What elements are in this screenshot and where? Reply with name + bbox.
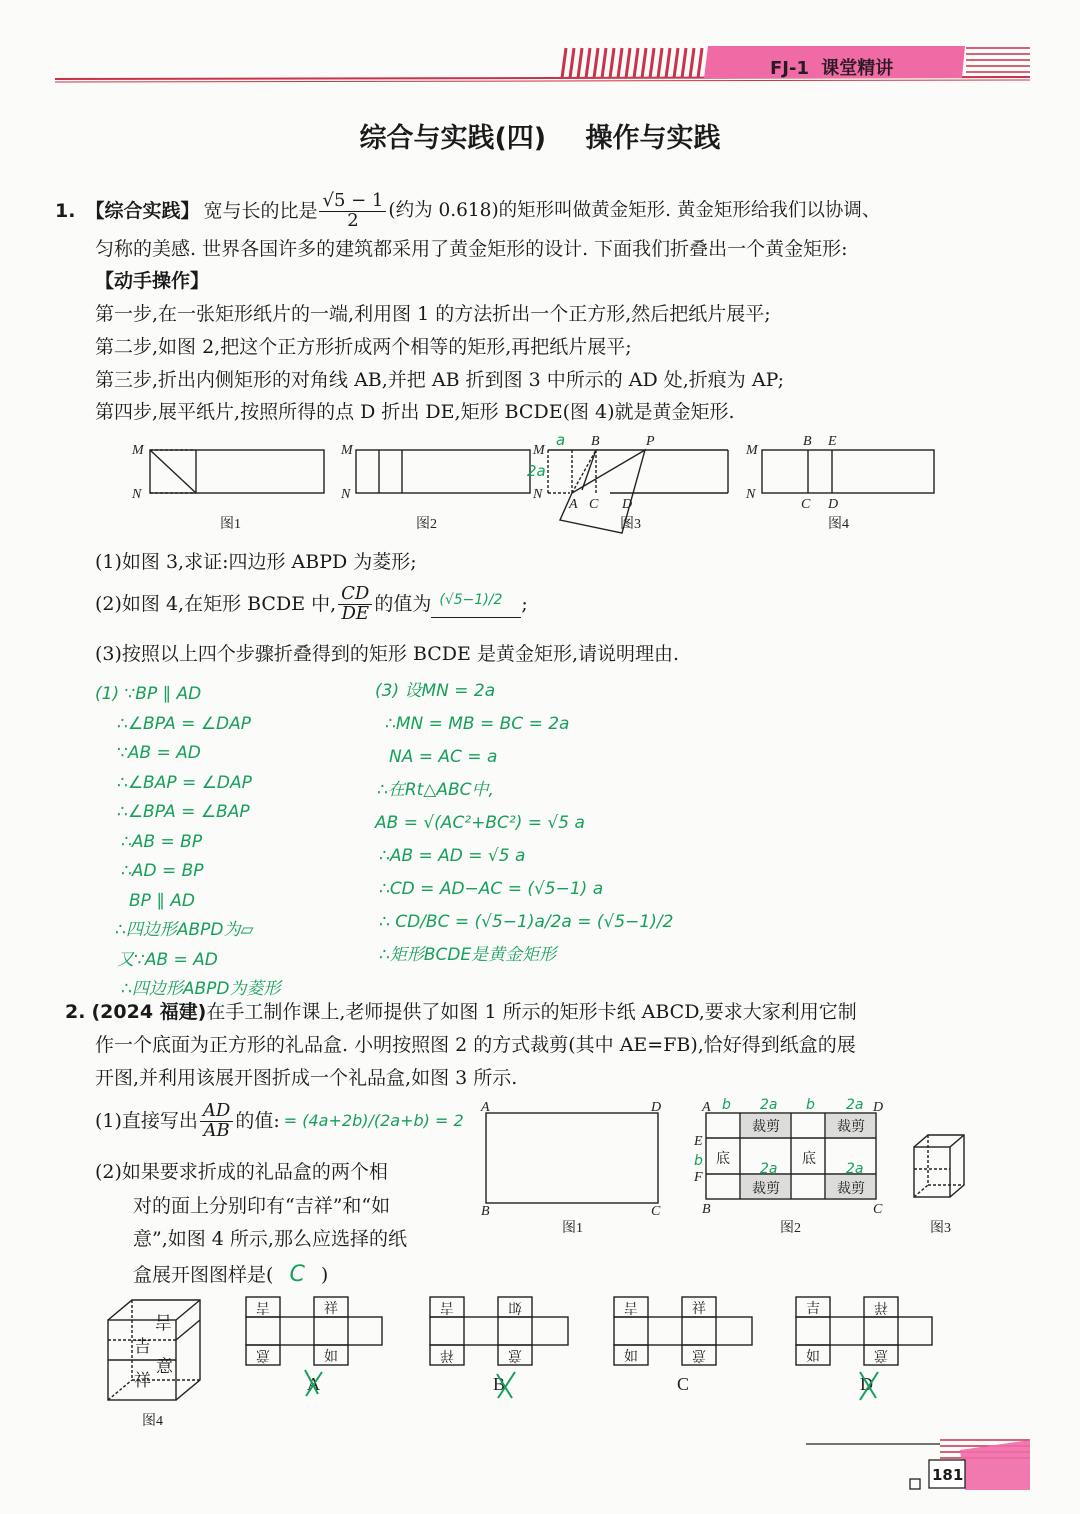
header-tag: FJ-1: [770, 58, 809, 79]
q1-intro-a: 宽与长的比是: [203, 199, 318, 222]
svg-text:D: D: [651, 1100, 662, 1115]
proof-left-line: ∴AD = BP: [121, 861, 204, 881]
footer-decoration: [0, 1430, 1080, 1510]
fig4-label-m: M: [746, 443, 758, 458]
fig2-label-m: M: [341, 443, 353, 458]
fig3-caption: 图3: [620, 517, 641, 532]
checkbox-icon: [910, 1479, 920, 1489]
q2-fig4-caption: 图4: [142, 1414, 163, 1429]
proof-right-line: ∴AB = AD = √5 a: [379, 846, 526, 866]
q1-sub2-end: ;: [521, 592, 528, 615]
q2-options-figures: [0, 1290, 1080, 1440]
fig3-label-m: M: [533, 443, 545, 458]
q1-fig1: [150, 450, 324, 493]
cd-numerator: CD: [338, 585, 372, 605]
opt-b-char: 如: [508, 1299, 522, 1315]
q1-intro-c: 匀称的美感. 世界各国许多的建筑都采用了黄金矩形的设计. 下面我们折叠出一个黄金矩形:: [95, 238, 848, 260]
cut-label: 裁剪: [837, 1119, 865, 1135]
fig1-label-m: M: [132, 443, 144, 458]
bottom-label: 底: [802, 1151, 816, 1167]
q2-sub1-a: (1)直接写出: [95, 1109, 198, 1132]
opt-b-char: 意: [508, 1347, 522, 1363]
cube-char-xiang: 祥: [134, 1371, 151, 1391]
opt-d-char: 祥: [874, 1299, 888, 1315]
option-d-label[interactable]: D: [860, 1374, 873, 1394]
q1-step4: 第四步,展平纸片,按照所得的点 D 折出 DE,矩形 BCDE(图 4)就是黄金矩形.: [95, 401, 735, 423]
proof-left-line: ∵AB = AD: [117, 743, 201, 763]
opt-a-char: 祥: [324, 1301, 338, 1317]
proof-right-line: ∴在Rt△ABC中,: [377, 780, 494, 800]
q2-fig4-cube: [108, 1300, 200, 1400]
fig4-label-d: D: [828, 497, 839, 512]
q1-sub3: (3)按照以上四个步骤折叠得到的矩形 BCDE 是黄金矩形,请说明理由.: [95, 643, 680, 665]
q2-source: (2024 福建): [91, 1001, 207, 1023]
proof-left: [95, 680, 280, 1005]
answer-blank: [431, 591, 521, 618]
q1-step3: 第三步,折出内侧矩形的对角线 AB,并把 AB 折到图 3 中所示的 AD 处,折痕为 AP;: [95, 369, 785, 391]
q2-number: 2.: [65, 1001, 86, 1023]
opt-c-char: 意: [692, 1347, 706, 1363]
q2-fig1-rect: [486, 1113, 658, 1203]
ad-numerator: AD: [200, 1102, 233, 1122]
q2-sub2-answer: C: [289, 1262, 305, 1287]
proof-left-line: ∴四边形ABPD为菱形: [121, 979, 281, 999]
q1-intro-line: [55, 192, 880, 231]
fig2-hw-b: b: [806, 1097, 815, 1113]
cut-label: 裁剪: [837, 1181, 865, 1197]
title-main: 综合与实践(四): [359, 123, 547, 154]
fig3-label-a: A: [569, 497, 578, 512]
q2-fig1-caption: 图1: [562, 1221, 583, 1236]
proof-right-line: ∴矩形BCDE是黄金矩形: [379, 945, 557, 965]
opt-d-char: 如: [806, 1349, 820, 1365]
fig3-label-p: P: [646, 434, 655, 449]
fig4-label-b: B: [803, 434, 812, 449]
proof-left-line: BP ∥ AD: [129, 890, 195, 911]
fig2-hw-2a: 2a: [760, 1097, 778, 1113]
fig3-label-n: N: [533, 487, 543, 502]
q2-sub2-l2: 对的面上分别印有“吉祥”和“如: [133, 1195, 391, 1217]
proof-right-line: ∴ CD/BC = (√5−1)a/2a = (√5−1)/2: [379, 912, 674, 932]
fig1-caption: 图1: [220, 517, 241, 532]
q1-sub2-b: 的值为: [374, 592, 432, 615]
fig3-label-b: B: [591, 434, 600, 449]
proof-right-line: NA = AC = a: [389, 747, 498, 767]
svg-text:E: E: [694, 1134, 703, 1149]
fig1-label-n: N: [132, 487, 142, 502]
option-a-label[interactable]: A: [307, 1374, 320, 1394]
opt-c-char: 吉: [624, 1299, 638, 1315]
proof-left-line: 又∵AB = AD: [117, 949, 218, 970]
fig3-label-d: D: [622, 497, 633, 512]
fig2-hw-2a: 2a: [846, 1097, 864, 1113]
q2-sub2-l1: (2)如果要求折成的礼品盒的两个相: [95, 1161, 388, 1183]
option-b-label[interactable]: B: [493, 1374, 506, 1394]
fig2-caption: 图2: [416, 517, 437, 532]
cut-label: 裁剪: [752, 1181, 780, 1197]
proof-left-line: ∴∠BAP = ∠DAP: [117, 772, 252, 793]
proof-right-line: (3) 设MN = 2a: [375, 681, 496, 701]
svg-text:B: B: [702, 1202, 711, 1217]
proof-left-line: (1) ∵BP ∥ AD: [95, 684, 202, 704]
q2-sub2-l3: 意”,如图 4 所示,那么应选择的纸: [133, 1228, 407, 1250]
proof-left-line: ∴∠BPA = ∠DAP: [117, 713, 252, 734]
cube-char-ji-rotated: 吉: [155, 1311, 172, 1331]
q2-fig2-caption: 图2: [780, 1221, 801, 1236]
q2-line3: 开图,并利用该展开图折成一个礼品盒,如图 3 所示.: [95, 1067, 518, 1089]
header-label: 课堂精讲: [821, 58, 894, 79]
option-c-label[interactable]: C: [677, 1374, 690, 1394]
header-bar: [0, 0, 1080, 90]
proof-right-line: ∴MN = MB = BC = 2a: [385, 714, 570, 734]
proof-right-line: AB = √(AC²+BC²) = √5 a: [375, 813, 585, 833]
q1-sub2-line: [95, 585, 528, 624]
q2-sub2-l4-text: 盒展开图图样是(: [133, 1264, 274, 1286]
fig4-label-n: N: [746, 487, 756, 502]
q2-fig3-cube: [914, 1135, 964, 1197]
header-stripes: [0, 0, 1080, 90]
q1-sub1: (1)如图 3,求证:四边形 ABPD 为菱形;: [95, 551, 417, 573]
q1-sub2-a: (2)如图 4,在矩形 BCDE 中,: [95, 592, 337, 615]
q2-figures-top: [0, 1095, 1080, 1245]
q2-line2: 作一个底面为正方形的礼品盒. 小明按照图 2 的方式裁剪(其中 AE=FB),恰好得到纸盒的展: [95, 1034, 856, 1056]
q2-sub1-b: 的值:: [235, 1109, 280, 1132]
wrong-marks: [305, 1370, 878, 1400]
fig2-hw-b: b: [694, 1153, 703, 1169]
q1-intro-b: (约为 0.618)的矩形叫做黄金矩形. 黄金矩形给我们以协调、: [388, 200, 881, 222]
ratio-numerator: √5 − 1: [319, 192, 386, 212]
proof-right-line: ∴CD = AD−AC = (√5−1) a: [379, 879, 604, 899]
page-number: 181: [932, 1466, 964, 1484]
cd-de-fraction: [338, 585, 372, 624]
svg-text:B: B: [481, 1204, 490, 1219]
fig2-hw-2a: 2a: [846, 1161, 864, 1177]
opt-b-char: 吉: [440, 1299, 454, 1315]
q1-fig4: [762, 450, 934, 493]
opt-d-char: 吉: [806, 1301, 820, 1317]
opt-a-char: 意: [256, 1347, 270, 1363]
q1-step1: 第一步,在一张矩形纸片的一端,利用图 1 的方法折出一个正方形,然后把纸片展平;: [95, 303, 771, 325]
fig2-hw-2a: 2a: [760, 1161, 778, 1177]
cube-char-ji: 吉: [134, 1337, 151, 1357]
q1-step2: 第二步,如图 2,把这个正方形折成两个相等的矩形,再把纸片展平;: [95, 336, 632, 358]
cube-char-yi: 意: [156, 1357, 173, 1377]
fig3-label-c: C: [589, 497, 599, 512]
de-denominator: DE: [341, 602, 370, 624]
svg-text:C: C: [651, 1204, 661, 1219]
proof-right: [375, 675, 673, 972]
q1-op-tag: 【动手操作】: [95, 270, 210, 292]
opt-c-char: 如: [624, 1349, 638, 1365]
q2-line1-text: 在手工制作课上,老师提供了如图 1 所示的矩形卡纸 ABCD,要求大家利用它制: [206, 1001, 857, 1023]
svg-text:D: D: [873, 1100, 884, 1115]
svg-text:A: A: [481, 1100, 490, 1115]
ratio-denominator: 2: [347, 209, 359, 231]
fig4-caption: 图4: [828, 517, 849, 532]
q1-tag: 【综合实践】: [85, 199, 200, 222]
opt-b-char: 祥: [440, 1347, 454, 1363]
q1-number: 1.: [55, 199, 76, 222]
fig3-hw-2a: 2a: [527, 462, 546, 480]
fig4-label-e: E: [828, 434, 837, 449]
proof-left-line: ∴四边形ABPD为▱: [115, 920, 254, 940]
opt-c-char: 祥: [692, 1301, 706, 1317]
q2-sub1-answer: = (4a+2b)/(2a+b) = 2: [283, 1111, 464, 1131]
q1-fig2: [356, 450, 530, 493]
q2-line1: [65, 1003, 857, 1022]
cut-label: 裁剪: [752, 1119, 780, 1135]
page-title: [0, 116, 1080, 155]
svg-text:A: A: [702, 1100, 711, 1115]
golden-ratio-fraction: [319, 192, 386, 231]
fig2-label-n: N: [341, 487, 351, 502]
answer-blank-value: (√5−1)/2: [439, 591, 503, 608]
q2-sub2-end: ): [320, 1264, 329, 1286]
fig4-label-c: C: [801, 497, 811, 512]
fig2-hw-b: b: [722, 1097, 731, 1113]
opt-a-char: 如: [324, 1349, 338, 1365]
proof-left-line: ∴∠BPA = ∠BAP: [117, 802, 250, 822]
title-sub: 操作与实践: [585, 123, 721, 154]
fig3-hw-a: a: [556, 431, 566, 449]
q2-sub2-l4: [133, 1264, 328, 1286]
opt-d-char: 意: [874, 1347, 888, 1363]
q1-figures: [0, 430, 1080, 540]
q2-fig3-caption: 图3: [930, 1221, 951, 1236]
opt-a-char: 吉: [256, 1299, 270, 1315]
svg-text:F: F: [694, 1170, 703, 1185]
bottom-label: 底: [716, 1151, 730, 1167]
ab-denominator: AB: [203, 1119, 230, 1141]
svg-text:C: C: [873, 1202, 883, 1217]
proof-left-line: ∴AB = BP: [121, 831, 203, 852]
